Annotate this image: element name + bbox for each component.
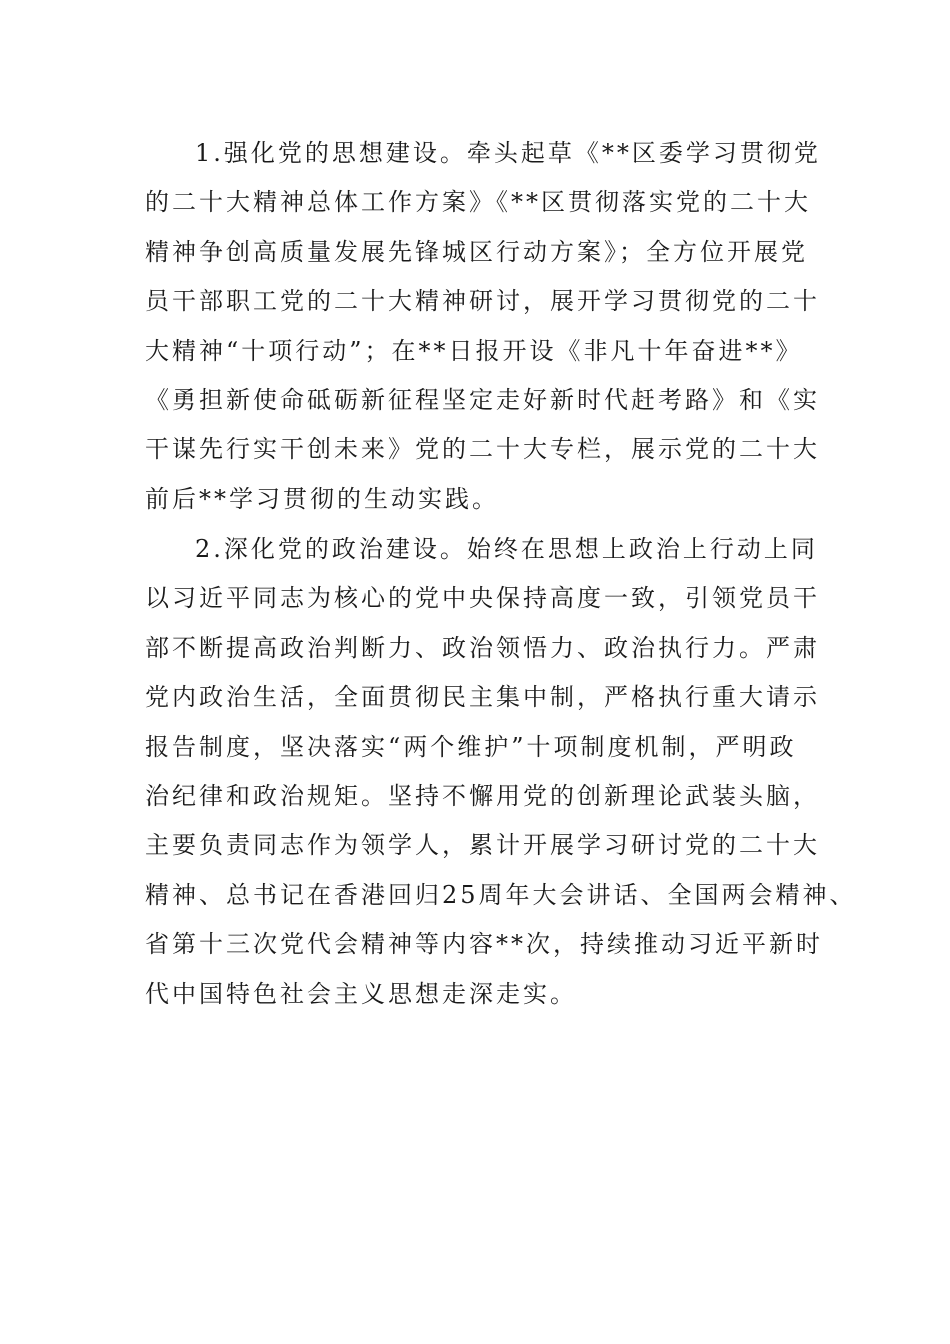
paragraph-ideological-building: [145, 129, 821, 524]
text-line: 党内政治生活，全面贯彻民主集中制，严格执行重大请示: [145, 683, 820, 712]
text-line: 员干部职工党的二十大精神研讨，展开学习贯彻党的二十: [145, 287, 820, 316]
text-line: 精神、总书记在香港回归25周年大会讲话、全国两会精神、: [145, 880, 857, 909]
text-line: 治纪律和政治规矩。坚持不懈用党的创新理论武装头脑，: [145, 781, 820, 810]
paragraph-political-building: [145, 525, 857, 1019]
text-line: 主要负责同志作为领学人，累计开展学习研讨党的二十大: [145, 831, 820, 860]
text-line: 1.强化党的思想建设。牵头起草《**区委学习贯彻党: [195, 139, 821, 167]
text-line: 2.深化党的政治建设。始终在思想上政治上行动上同: [195, 535, 818, 563]
text-line: 代中国特色社会主义思想走深走实。: [145, 979, 577, 1008]
text-line: 报告制度，坚决落实“两个维护”十项制度机制，严明政: [145, 732, 797, 761]
text-line: 干谋先行实干创未来》党的二十大专栏，展示党的二十大: [145, 435, 820, 464]
text-line: 《勇担新使命砥砺新征程坚定走好新时代赶考路》和《实: [145, 385, 820, 414]
text-line: 大精神“十项行动”；在**日报开设《非凡十年奋进**》: [145, 336, 803, 365]
text-line: 部不断提高政治判断力、政治领悟力、政治执行力。严肃: [145, 633, 820, 662]
text-line: 省第十三次党代会精神等内容**次，持续推动习近平新时: [145, 930, 823, 959]
text-line: 以习近平同志为核心的党中央保持高度一致，引领党员干: [145, 584, 820, 613]
text-line: 的二十大精神总体工作方案》《**区贯彻落实党的二十大: [145, 188, 811, 217]
text-line: 前后**学习贯彻的生动实践。: [145, 484, 499, 513]
text-line: 精神争创高质量发展先锋城区行动方案》；全方位开展党: [145, 237, 808, 266]
